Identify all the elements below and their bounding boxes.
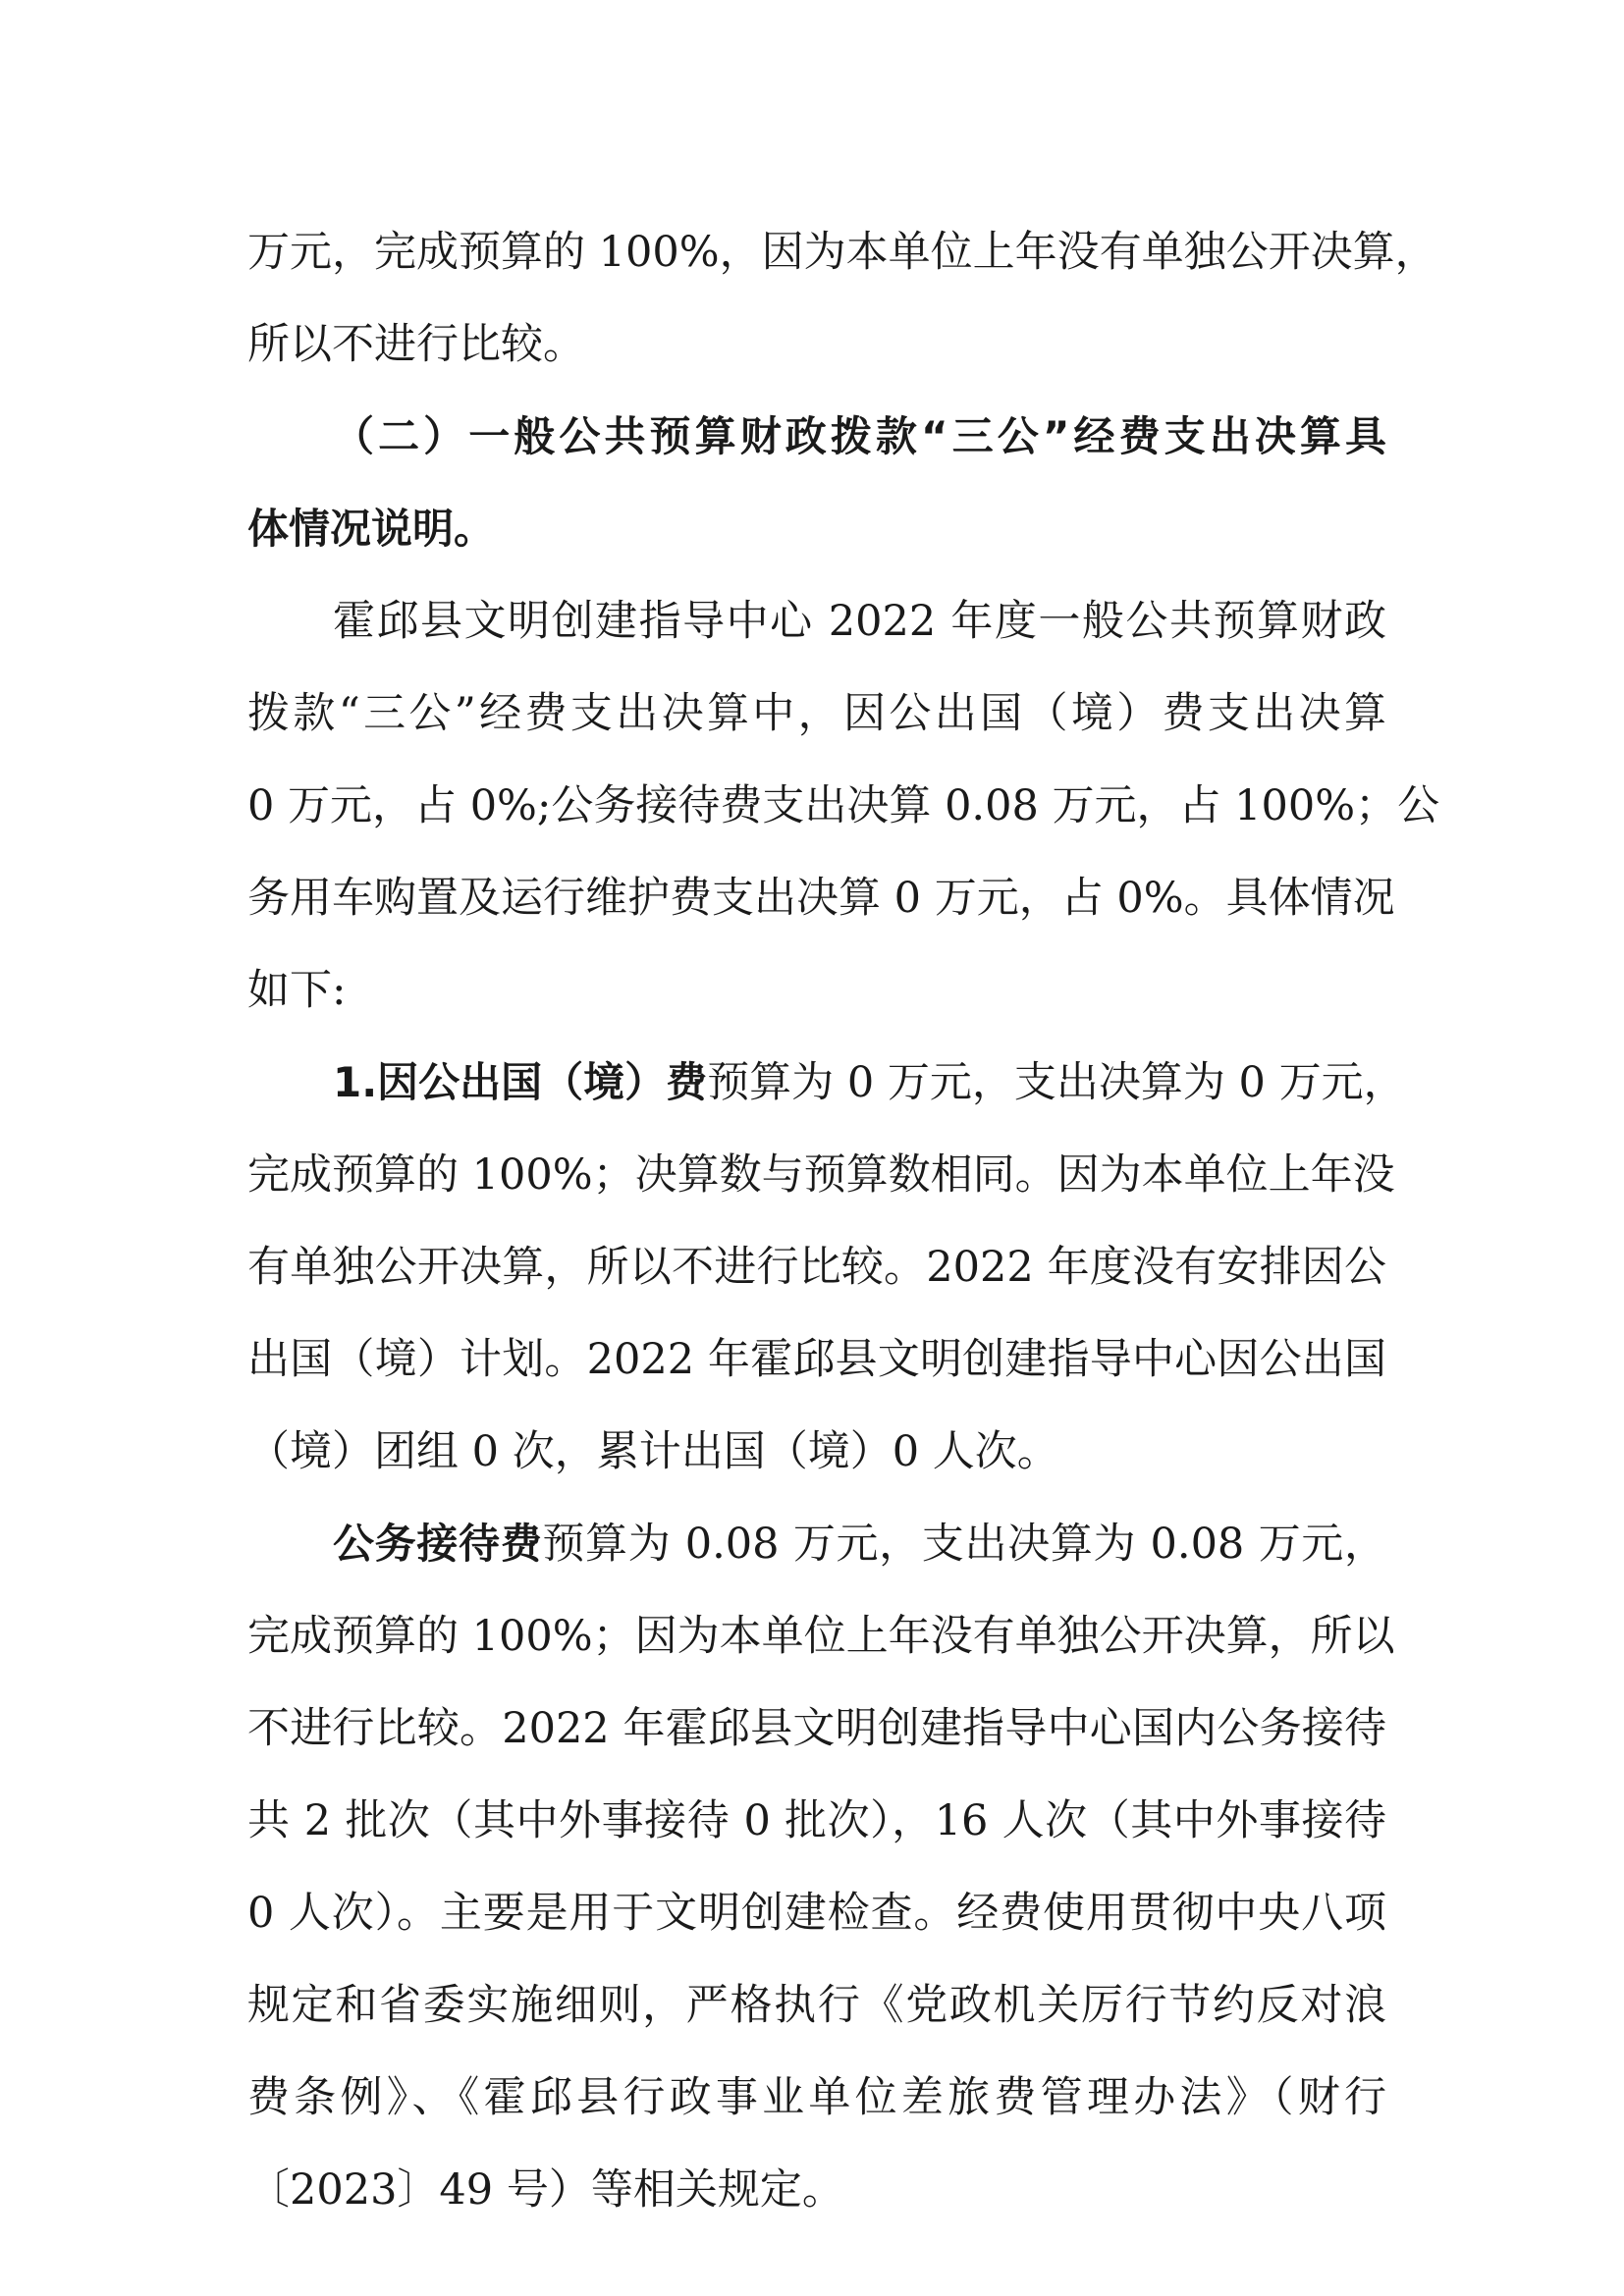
text-line — [247, 1498, 1386, 1590]
text-line: 所以不进行比较。 — [247, 320, 585, 369]
document-page — [247, 206, 1440, 2236]
text-line: 出国（境）计划。2022 年霍邱县文明创建指导中心因公出国 — [247, 1335, 1386, 1384]
text-line: 0 人次）。主要是用于文明创建检查。经费使用贯彻中央八项 — [247, 1889, 1386, 1938]
text-line: 〔2023〕49 号）等相关规定。 — [247, 2165, 844, 2215]
paragraph-lead: 公务接待费 — [333, 1520, 543, 1568]
paragraph-budget-comparison — [247, 206, 1437, 391]
text-line: 不进行比较。2022 年霍邱县文明创建指导中心国内公务接待 — [247, 1704, 1386, 1753]
paragraph-overseas-travel — [247, 1037, 1406, 1498]
text-fragment: 预算为 0 万元，支出决算为 0 万元， — [707, 1058, 1406, 1107]
text-line: （境）团组 0 次，累计出国（境）0 人次。 — [247, 1427, 1059, 1476]
text-line: 共 2 批次（其中外事接待 0 批次），16 人次（其中外事接待 — [247, 1796, 1386, 1845]
paragraph-lead: 1.因公出国（境）费 — [333, 1058, 708, 1106]
heading-line: （二）一般公共预算财政拨款“三公”经费支出决算具 — [333, 412, 1386, 460]
text-line: 万元，完成预算的 100%，因为本单位上年没有单独公开决算， — [247, 228, 1437, 277]
paragraph-reception — [247, 1498, 1395, 2236]
text-line: 如下: — [247, 966, 347, 1015]
text-line: 完成预算的 100%；因为本单位上年没有单独公开决算，所以 — [247, 1612, 1395, 1661]
text-line: 有单独公开决算，所以不进行比较。2022 年度没有安排因公 — [247, 1243, 1386, 1292]
text-line: 完成预算的 100%；决算数与预算数相同。因为本单位上年没 — [247, 1150, 1395, 1200]
heading-line: 体情况说明。 — [247, 505, 496, 553]
paragraph-overview — [247, 575, 1440, 1037]
text-line: 规定和省委实施细则，严格执行《党政机关厉行节约反对浪 — [247, 1981, 1386, 2030]
text-line: 霍邱县文明创建指导中心 2022 年度一般公共预算财政 — [333, 597, 1386, 646]
text-line: 0 万元，占 0%;公务接待费支出决算 0.08 万元，占 100%；公 — [247, 781, 1440, 830]
text-line — [247, 1037, 1406, 1129]
text-line: 费条例》、《霍邱县行政事业单位差旅费管理办法》（财行 — [247, 2073, 1386, 2122]
text-line: 拨款“三公”经费支出决算中，因公出国（境）费支出决算 — [247, 689, 1386, 738]
section-heading — [247, 391, 1386, 575]
text-fragment: 预算为 0.08 万元，支出决算为 0.08 万元， — [542, 1520, 1386, 1569]
text-line: 务用车购置及运行维护费支出决算 0 万元，占 0%。具体情况 — [247, 874, 1395, 923]
